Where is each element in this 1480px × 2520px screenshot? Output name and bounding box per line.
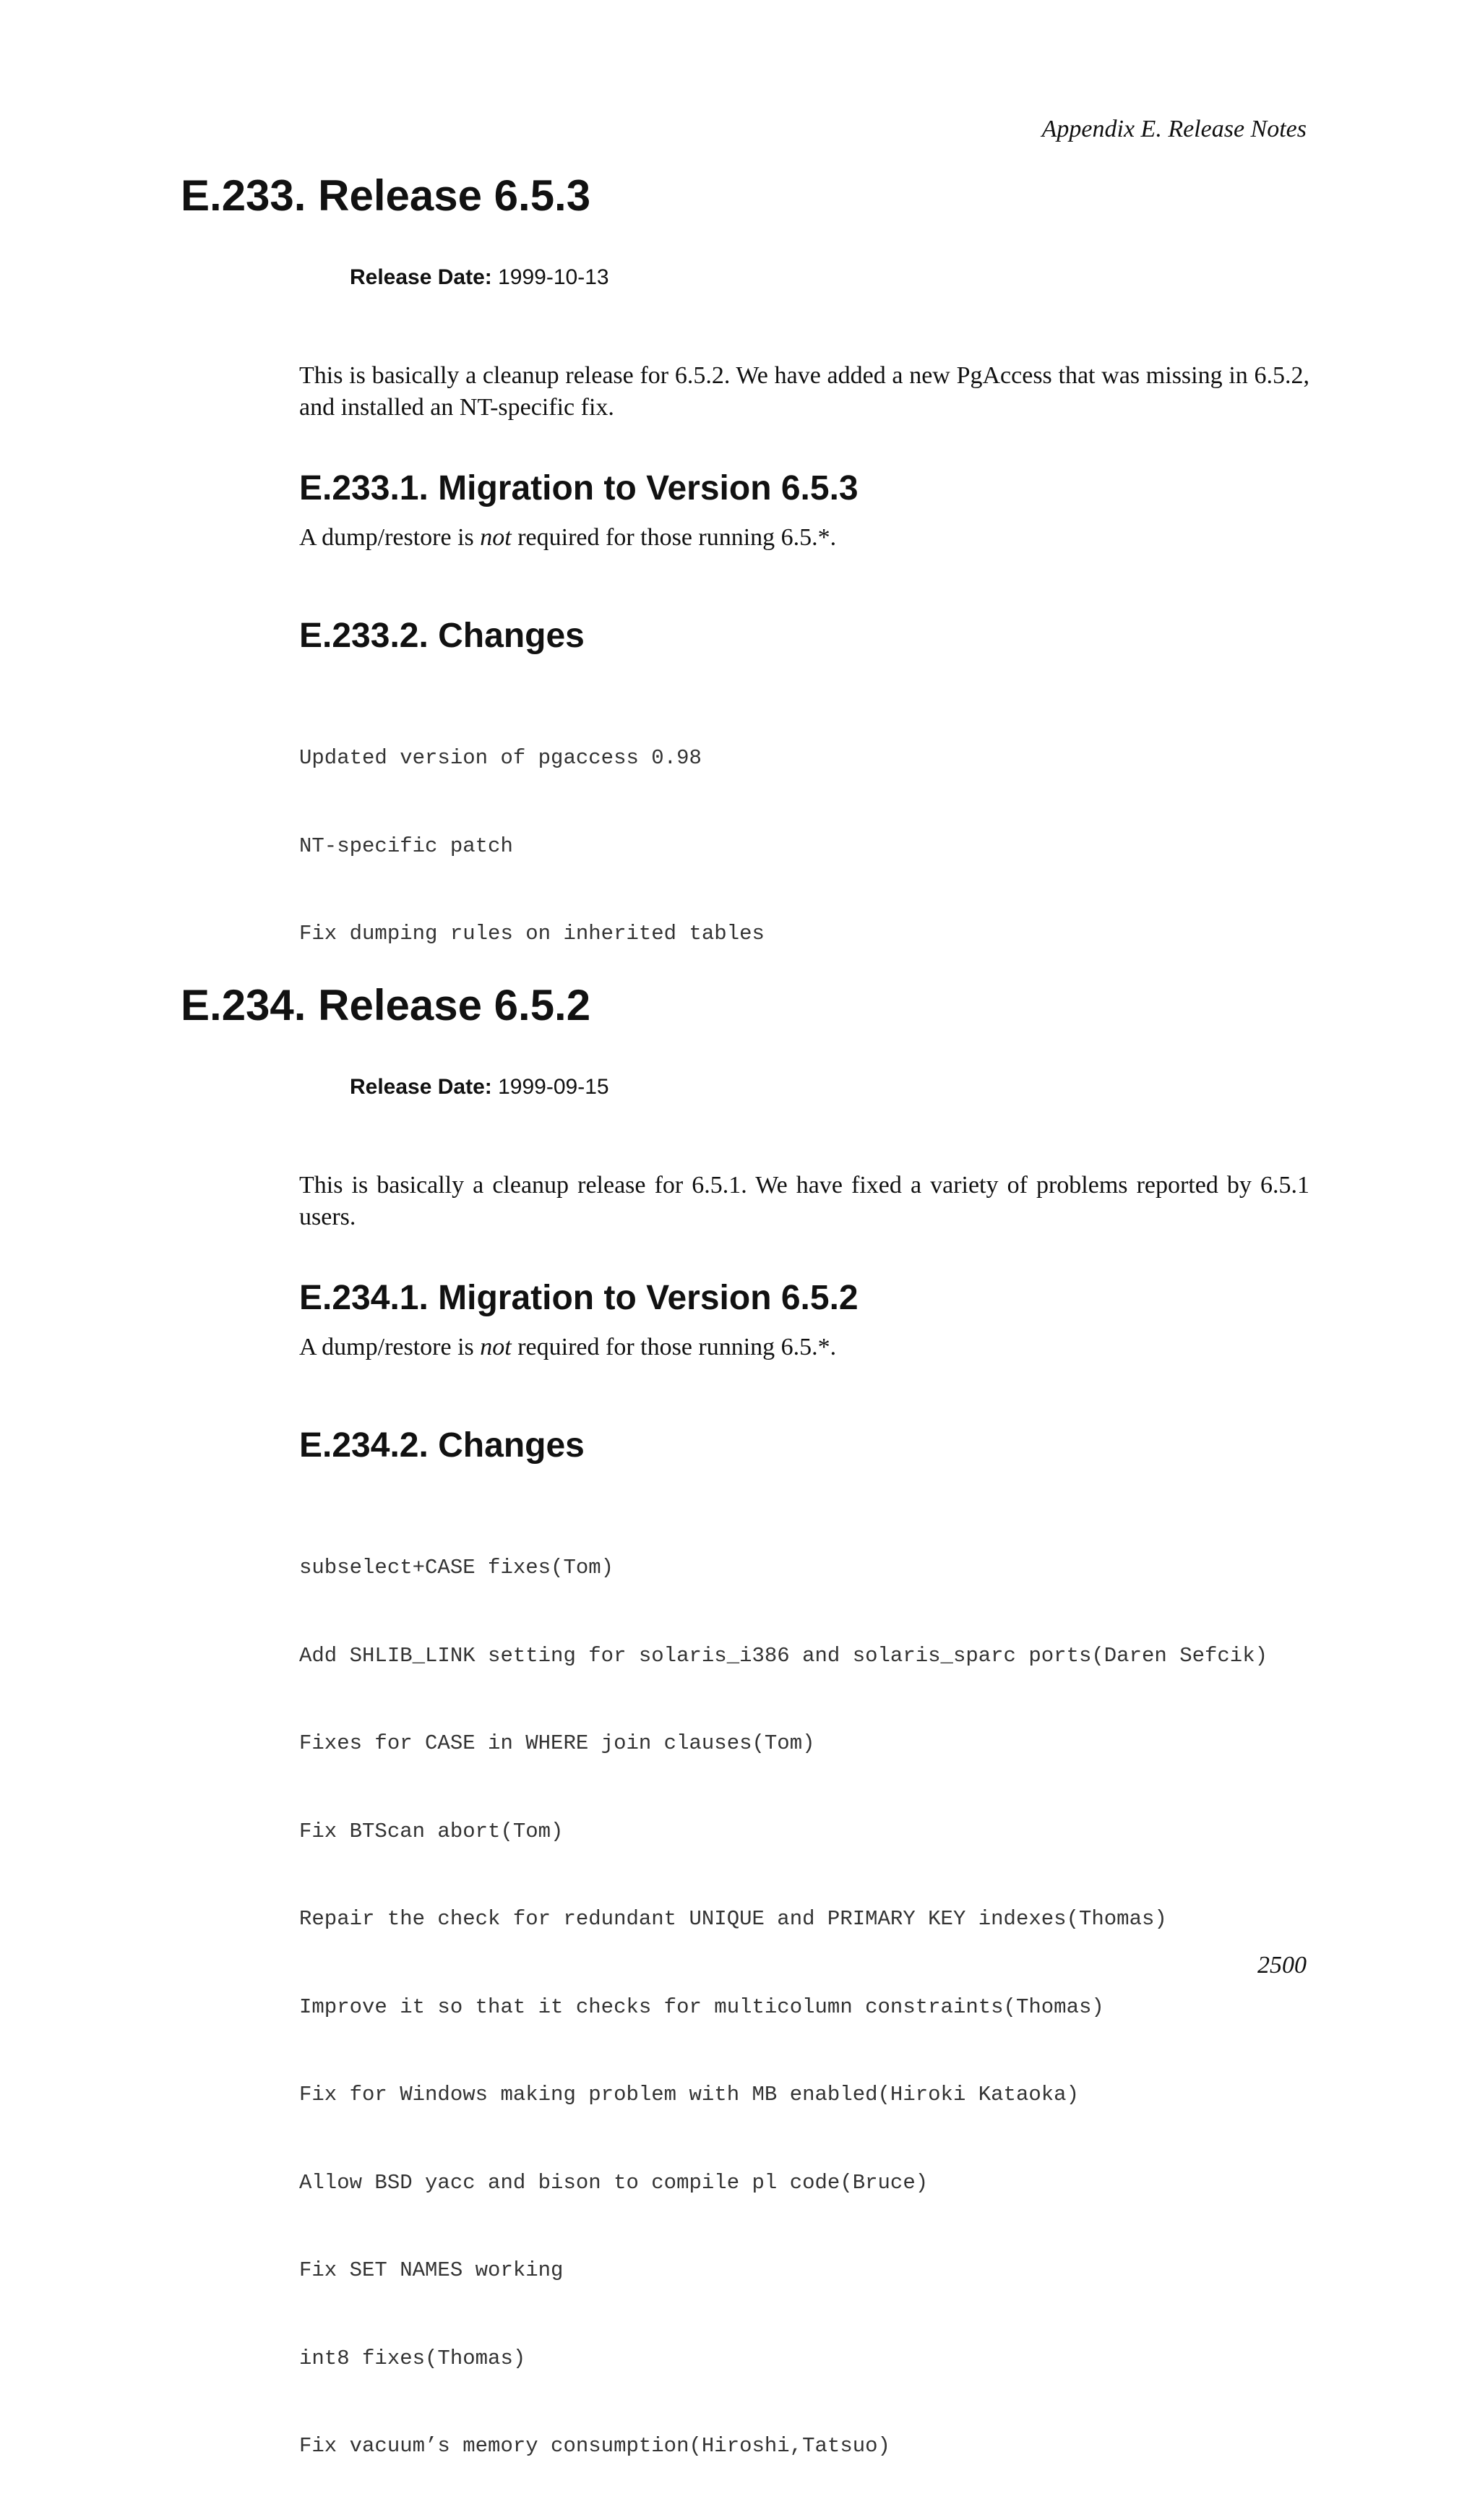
change-item: NT-specific patch [299, 833, 513, 858]
migration-heading: E.234.1. Migration to Version 6.5.2 [299, 1279, 859, 1317]
intro-paragraph: This is basically a cleanup release for 6.5.2. We have added a new PgAccess that was missing in 6.5.2, and installed an NT-specific fix. [299, 362, 1309, 421]
page-number: 2500 [1257, 1952, 1307, 1979]
change-item: Improve it so that it checks for multicolumn constraints(Thomas) [299, 1994, 1104, 2019]
change-item: Fix vacuum’s memory consumption(Hiroshi,Tatsuo) [299, 2434, 890, 2458]
change-item: subselect+CASE fixes(Tom) [299, 1556, 614, 1580]
migration-text-after: required for those running 6.5.*. [511, 1334, 837, 1360]
change-item: Fix for Windows making problem with MB enabled(Hiroki Kataoka) [299, 2083, 1079, 2107]
changes-list [299, 1495, 1480, 2520]
change-item: int8 fixes(Thomas) [299, 2346, 526, 2370]
change-item: Fix BTScan abort(Tom) [299, 1819, 564, 1843]
migration-heading: E.233.1. Migration to Version 6.5.3 [299, 469, 859, 507]
change-item: Fixes for CASE in WHERE join clauses(Tom) [299, 1731, 815, 1755]
migration-text-after: required for those running 6.5.*. [511, 524, 837, 551]
release-date-label: Release Date: [350, 1075, 492, 1099]
changes-heading: E.233.2. Changes [299, 617, 585, 655]
release-date [350, 263, 1480, 292]
release-date-value: 1999-10-13 [498, 265, 609, 289]
change-item: Allow BSD yacc and bison to compile pl code(Bruce) [299, 2170, 929, 2195]
migration-emphasis: not [480, 524, 512, 551]
changes-heading: E.234.2. Changes [299, 1426, 585, 1465]
change-item: Add SHLIB_LINK setting for solaris_i386 and solaris_sparc ports(Daren Sefcik) [299, 1643, 1268, 1668]
change-item: Updated version of pgaccess 0.98 [299, 746, 702, 770]
release-date-value: 1999-09-15 [498, 1075, 609, 1099]
changes-list [299, 685, 1480, 1008]
section-title: E.234. Release 6.5.2 [181, 981, 591, 1029]
intro-paragraph: This is basically a cleanup release for 6.5.1. We have fixed a variety of problems reported by 6.5.1 users. [299, 1172, 1309, 1230]
release-section-6-5-2 [0, 973, 1480, 2520]
change-item: Repair the check for redundant UNIQUE and PRIMARY KEY indexes(Thomas) [299, 1907, 1167, 1931]
running-header: Appendix E. Release Notes [1041, 116, 1307, 142]
release-date-label: Release Date: [350, 265, 492, 289]
migration-paragraph [299, 522, 1480, 554]
change-item: Fix SET NAMES working [299, 2258, 564, 2282]
migration-text-before: A dump/restore is [299, 524, 481, 551]
release-date [350, 1073, 1480, 1102]
change-item: Fix dumping rules on inherited tables [299, 922, 765, 946]
migration-emphasis: not [480, 1334, 512, 1360]
section-title: E.233. Release 6.5.3 [181, 171, 591, 220]
migration-text-before: A dump/restore is [299, 1334, 481, 1360]
migration-paragraph [299, 1332, 1480, 1363]
release-section-6-5-3 [0, 163, 1480, 1008]
